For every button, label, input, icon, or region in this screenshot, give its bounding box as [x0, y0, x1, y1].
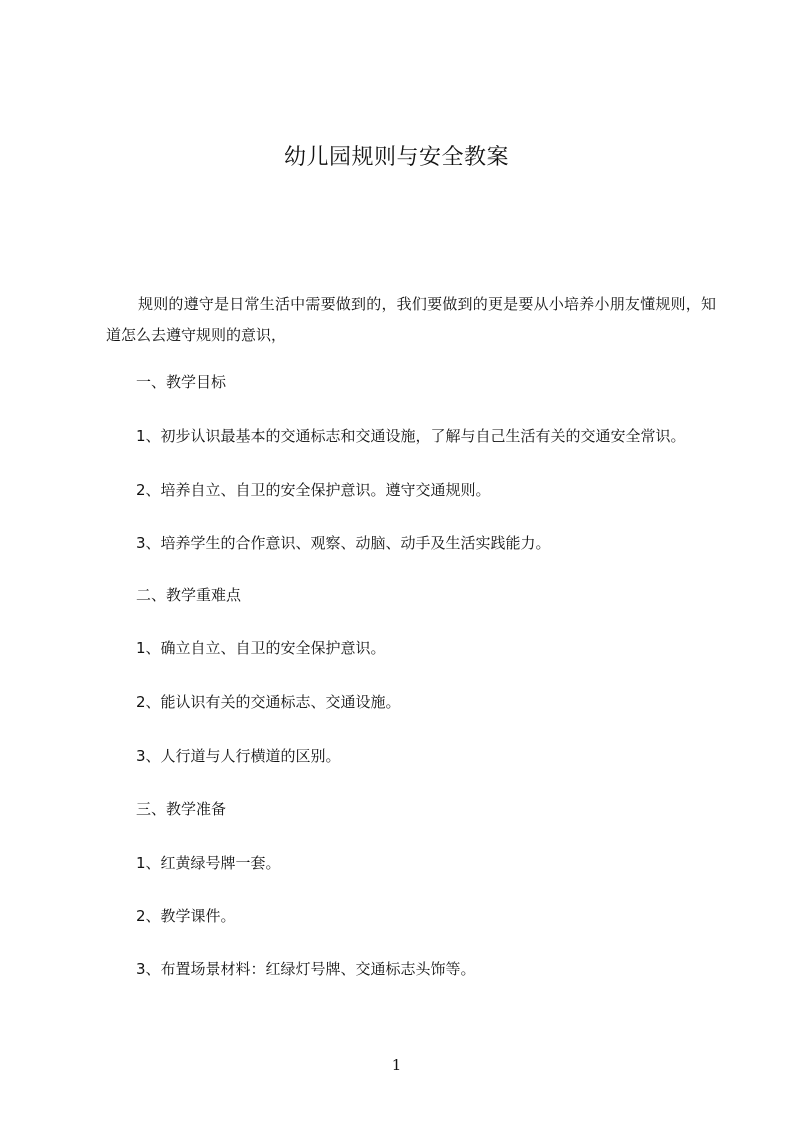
section-heading-preparation: 三、教学准备 — [136, 800, 227, 818]
preparation-item-2: 2、教学课件。 — [136, 907, 236, 925]
objective-item-2: 2、培养自立、自卫的安全保护意识。遵守交通规则。 — [136, 481, 491, 499]
section-heading-key-points: 二、教学重难点 — [136, 586, 242, 604]
intro-paragraph: 规则的遵守是日常生活中需要做到的，我们要做到的更是要从小培养小朋友懂规则，知道怎么去遵守规则的意识， — [106, 295, 716, 344]
preparation-item-3: 3、布置场景材料：红绿灯号牌、交通标志头饰等。 — [136, 960, 476, 978]
key-point-item-3: 3、人行道与人行横道的区别。 — [136, 747, 341, 765]
document-title: 幼儿园规则与安全教案 — [283, 145, 509, 170]
section-heading-objectives: 一、教学目标 — [136, 373, 227, 391]
key-point-item-2: 2、能认识有关的交通标志、交通设施。 — [136, 693, 401, 711]
objective-item-1: 1、初步认识最基本的交通标志和交通设施，了解与自己生活有关的交通安全常识。 — [136, 427, 686, 445]
page-number: 1 — [391, 1056, 402, 1074]
objective-item-3: 3、培养学生的合作意识、观察、动脑、动手及生活实践能力。 — [136, 534, 551, 552]
key-point-item-1: 1、确立自立、自卫的安全保护意识。 — [136, 639, 386, 657]
preparation-item-1: 1、红黄绿号牌一套。 — [136, 854, 281, 872]
